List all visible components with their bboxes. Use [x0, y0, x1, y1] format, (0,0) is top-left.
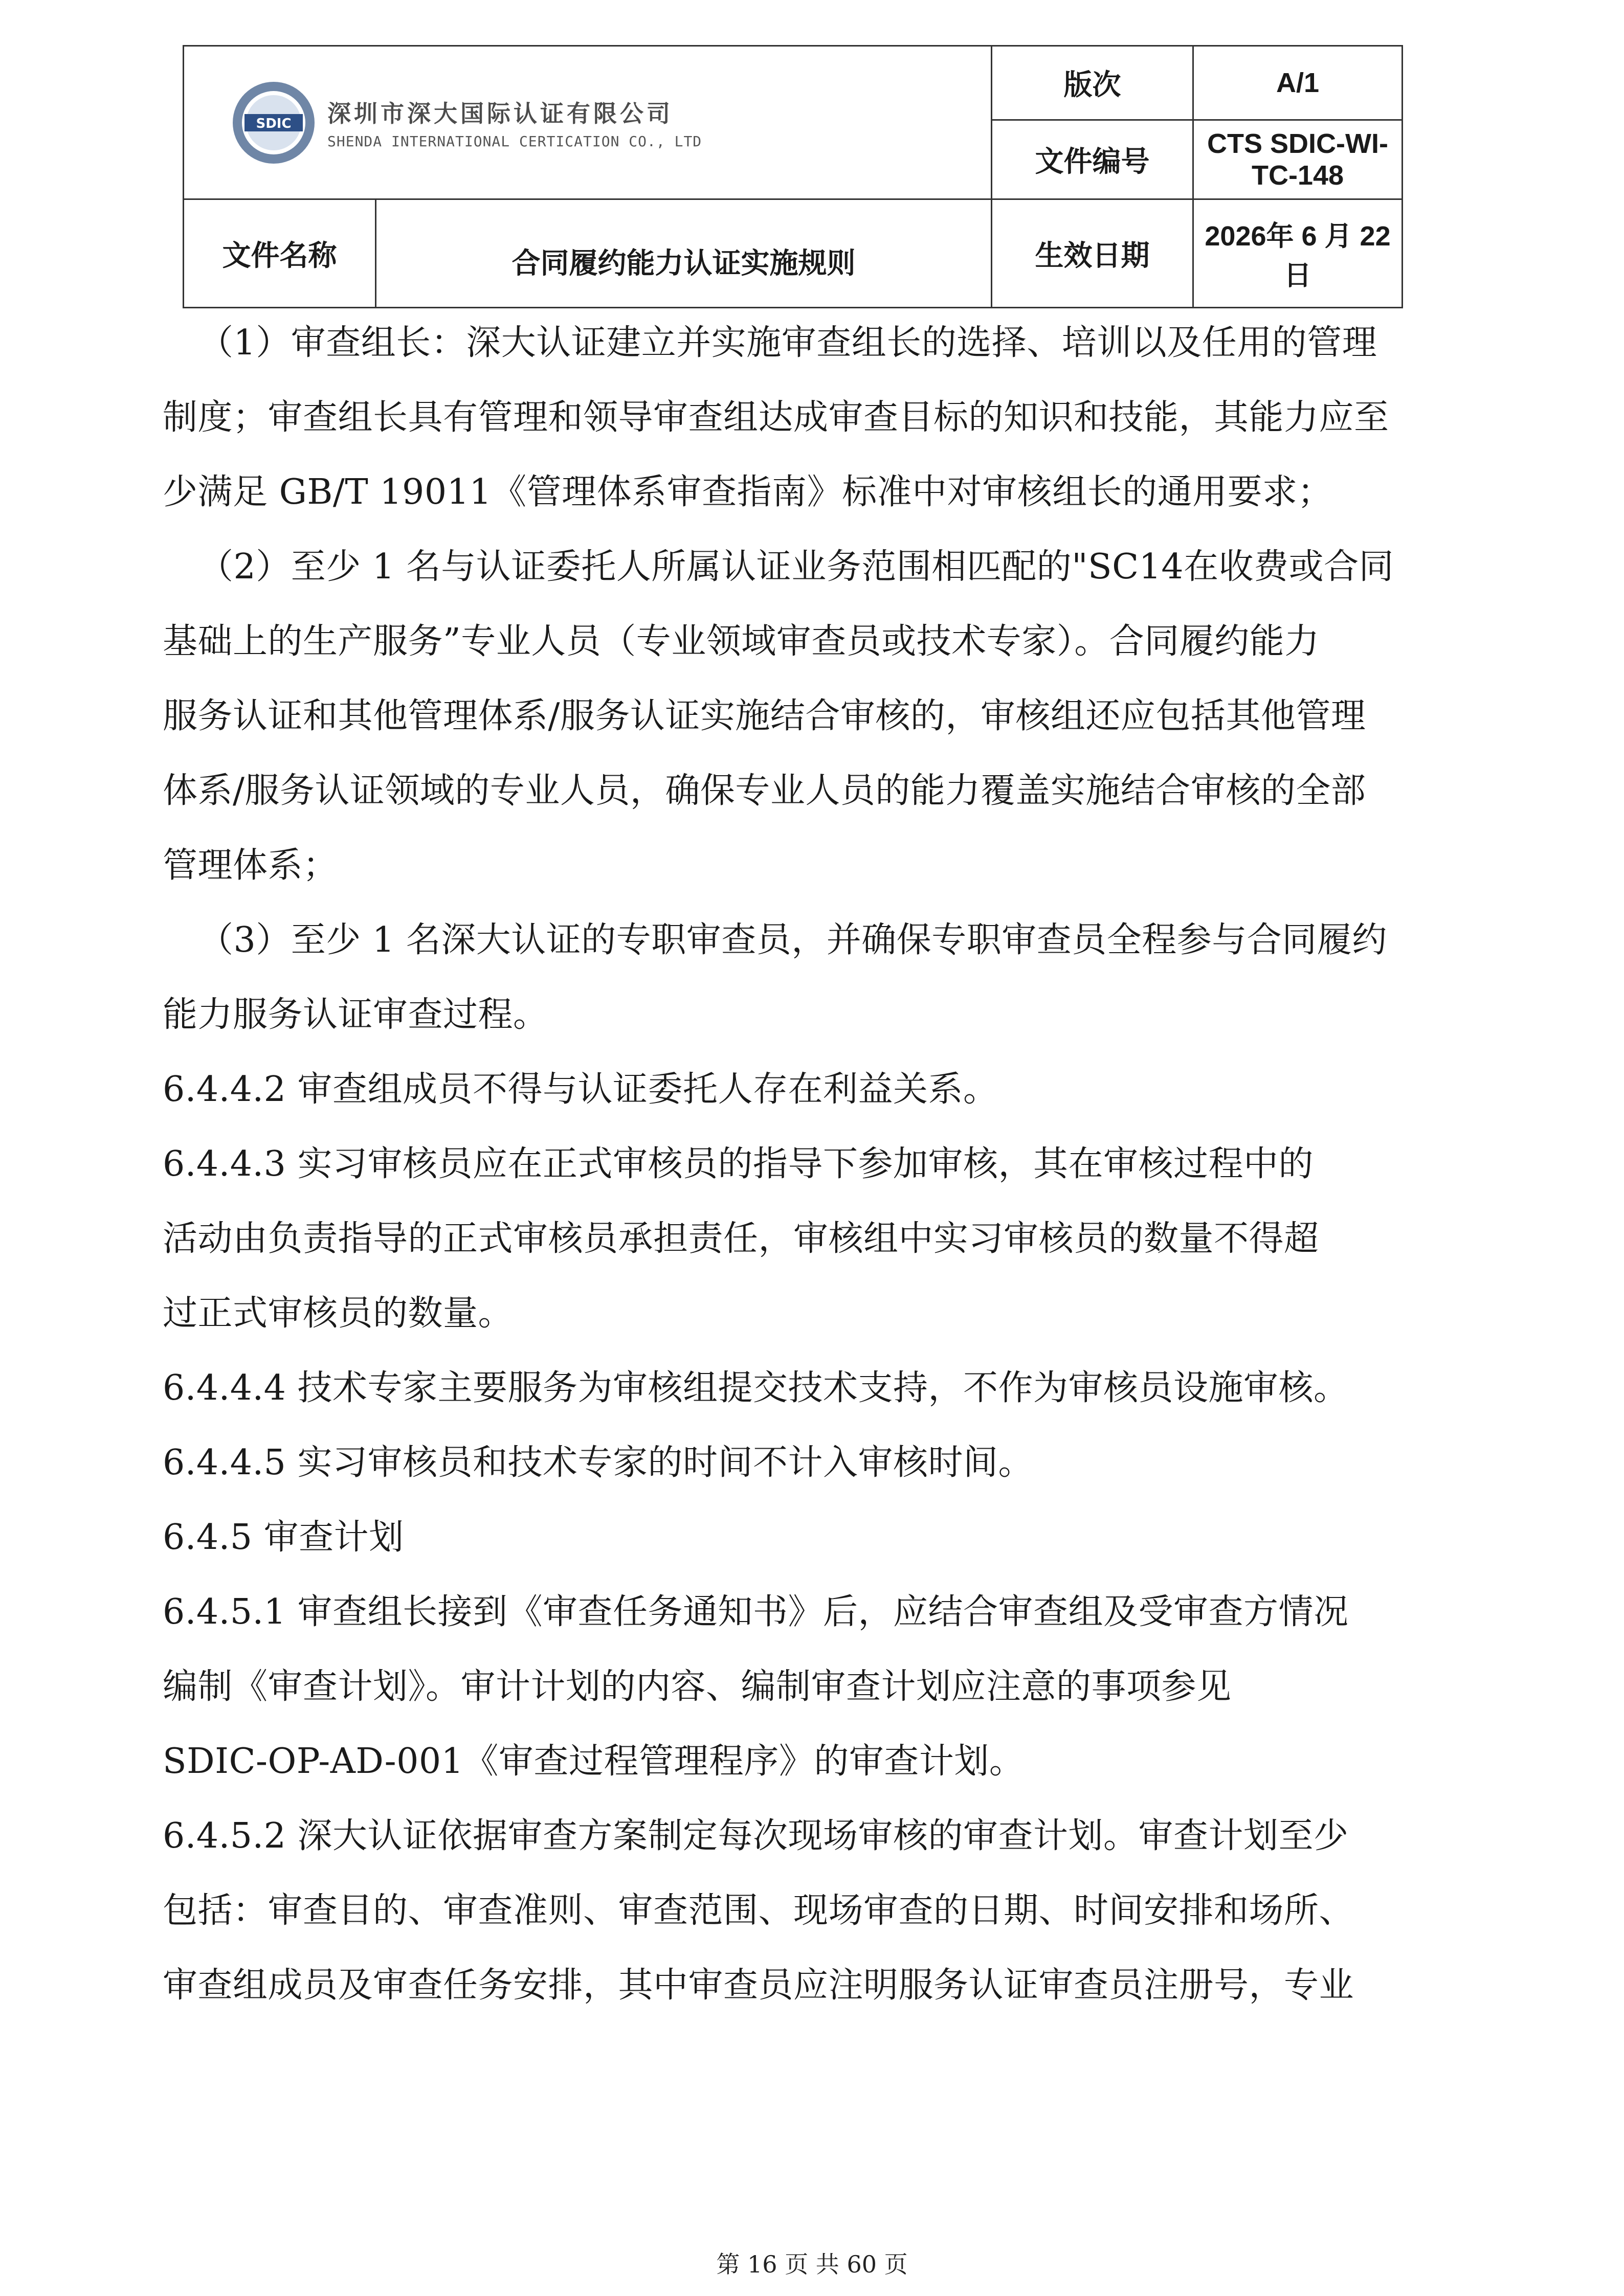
- body-line: 少满足 GB/T 19011《管理体系审查指南》标准中对审核组长的通用要求；: [163, 472, 1333, 512]
- body-line: 基础上的生产服务”专业人员（专业领域审查员或技术专家）。合同履约能力: [163, 621, 1320, 662]
- page-label-mid: 页 共: [785, 2250, 839, 2278]
- doc-number-label: 文件编号: [992, 120, 1193, 199]
- page-total: 60: [847, 2250, 877, 2278]
- body-line: 6.4.4.4 技术专家主要服务为审核组提交技术支持，不作为审核员设施审核。: [163, 1368, 1349, 1408]
- company-name-cn: 深圳市深大国际认证有限公司: [327, 100, 673, 127]
- document-body: [163, 306, 1482, 2023]
- sdic-logo-icon: [230, 79, 317, 166]
- version-label: 版次: [992, 46, 1193, 120]
- logo-text: SDIC: [256, 116, 292, 131]
- body-line: 6.4.5.1 审查组长接到《审查任务通知书》后，应结合审查组及受审查方情况: [163, 1592, 1349, 1632]
- company-logo-cell: [184, 46, 992, 199]
- body-line: 6.4.4.3 实习审核员应在正式审核员的指导下参加审核，其在审核过程中的: [163, 1144, 1314, 1184]
- section-heading: 6.4.5 审查计划: [163, 1517, 404, 1558]
- body-line: （2）至少 1 名与认证委托人所属认证业务范围相匹配的"SC14在收费或合同: [198, 547, 1394, 587]
- body-line: （3）至少 1 名深大认证的专职审查员，并确保专职审查员全程参与合同履约: [198, 920, 1387, 960]
- doc-number-value: CTS SDIC-WI-TC-148: [1193, 120, 1403, 199]
- body-line: （1）审查组长：深大认证建立并实施审查组长的选择、培训以及任用的管理: [198, 323, 1377, 363]
- body-line: 6.4.4.2 审查组成员不得与认证委托人存在利益关系。: [163, 1069, 998, 1110]
- effective-date-value: 2026年 6 月 22 日: [1193, 199, 1403, 308]
- body-line: 6.4.4.5 实习审核员和技术专家的时间不计入审核时间。: [163, 1443, 1034, 1483]
- body-line: 管理体系；: [163, 845, 338, 886]
- effective-date-label: 生效日期: [992, 199, 1193, 308]
- page-label-pre: 第: [716, 2250, 740, 2278]
- body-line: 体系/服务认证领域的专业人员，确保专业人员的能力覆盖实施结合审核的全部: [163, 771, 1366, 811]
- body-line: 活动由负责指导的正式审核员承担责任，审核组中实习审核员的数量不得超: [163, 1219, 1319, 1259]
- document-header-table: [183, 45, 1403, 308]
- body-line: 服务认证和其他管理体系/服务认证实施结合审核的，审核组还应包括其他管理: [163, 696, 1366, 736]
- page-footer: [0, 2246, 1624, 2280]
- body-line: 过正式审核员的数量。: [163, 1293, 514, 1334]
- page-label-post: 页: [884, 2250, 908, 2278]
- body-line: 编制《审查计划》。审计计划的内容、编制审查计划应注意的事项参见: [163, 1667, 1232, 1707]
- body-line: 能力服务认证审查过程。: [163, 995, 548, 1035]
- version-value: A/1: [1193, 46, 1403, 120]
- company-name-en: SHENDA INTERNATIONAL CERTICATION CO., LTD: [327, 133, 702, 150]
- body-line: 制度；审查组长具有管理和领导审查组达成审查目标的知识和技能，其能力应至: [163, 397, 1389, 438]
- body-line: SDIC-OP-AD-001《审查过程管理程序》的审查计划。: [163, 1741, 1025, 1782]
- file-name-label: 文件名称: [184, 199, 376, 308]
- page-current: 16: [747, 2250, 777, 2278]
- file-name-value: 合同履约能力认证实施规则: [376, 199, 992, 308]
- body-line: 审查组成员及审查任务安排，其中审查员应注明服务认证审查员注册号，专业: [163, 1965, 1354, 2006]
- body-line: 6.4.5.2 深大认证依据审查方案制定每次现场审核的审查计划。审查计划至少: [163, 1816, 1349, 1856]
- body-line: 包括：审查目的、审查准则、审查范围、现场审查的日期、时间安排和场所、: [163, 1890, 1354, 1931]
